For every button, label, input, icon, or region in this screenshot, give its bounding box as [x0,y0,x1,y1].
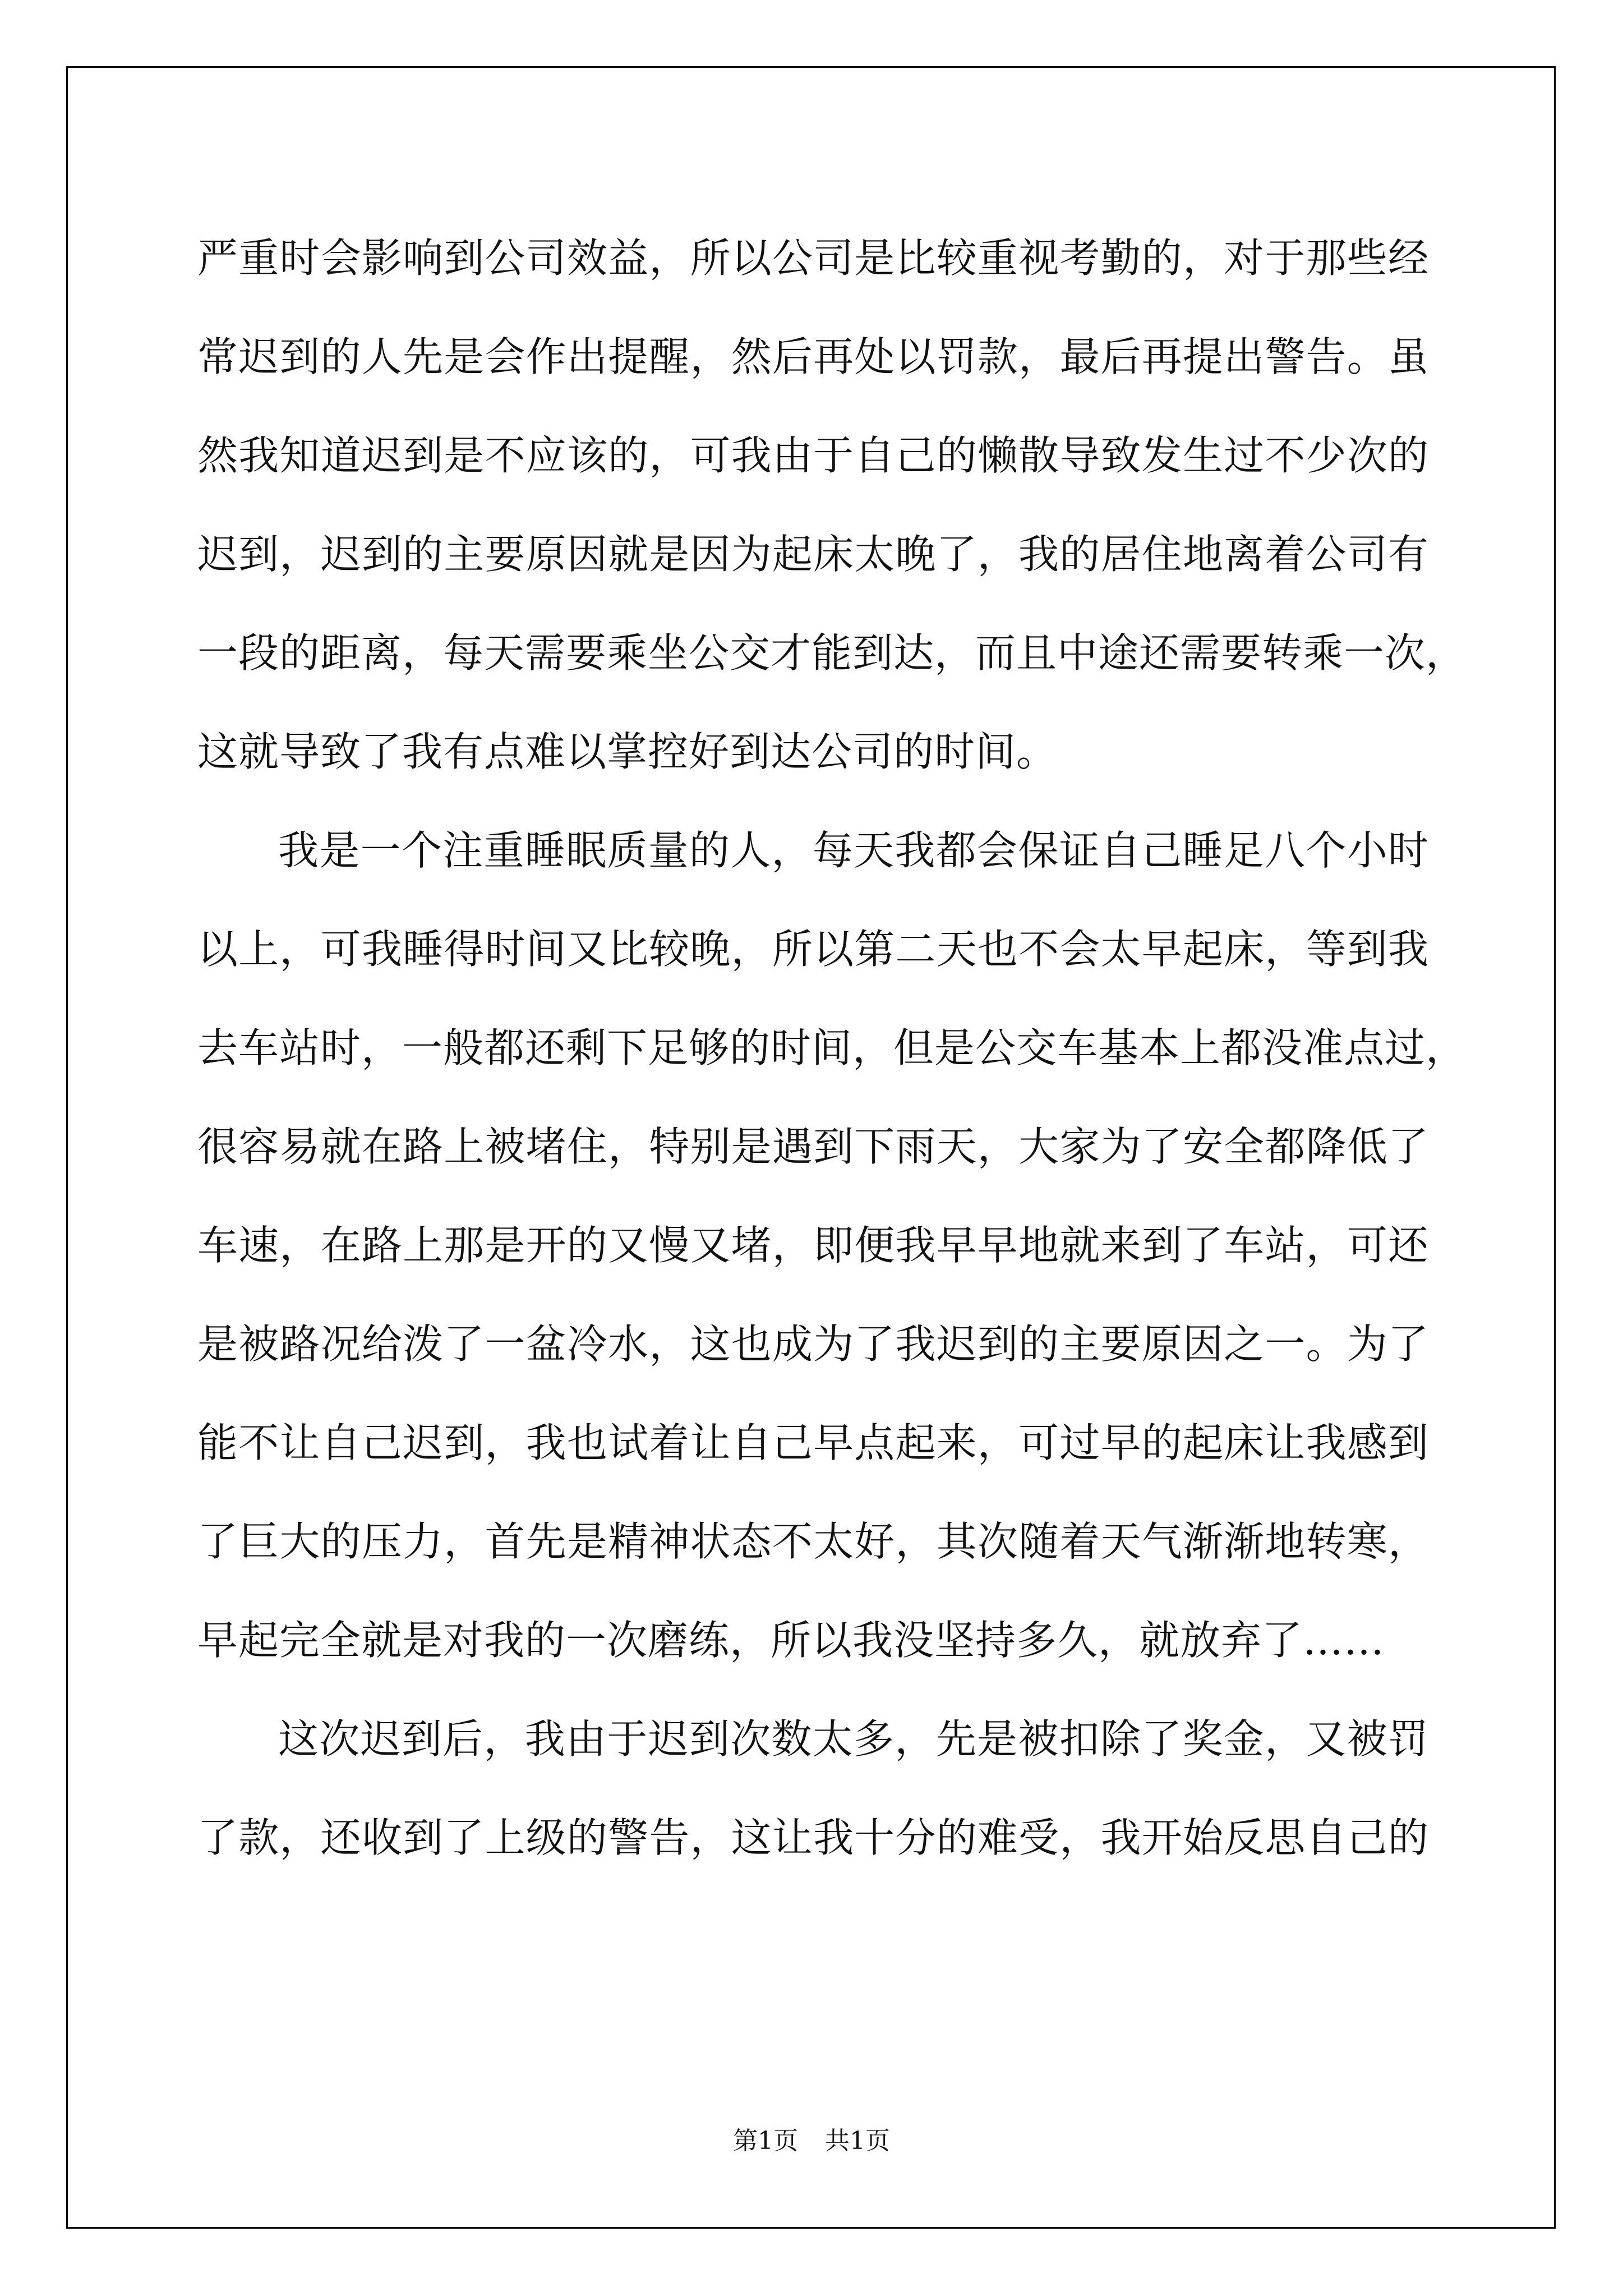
text-line: 了款，还收到了上级的警告，这让我十分的难受，我开始反思自己的 [197,1814,1429,1861]
text-line: 能不让自己迟到，我也试着让自己早点起来，可过早的起床让我感到 [197,1419,1429,1466]
text-line: 了巨大的压力，首先是精神状态不太好，其次随着天气渐渐地转寒， [197,1518,1429,1565]
text-line: 迟到，迟到的主要原因就是因为起床太晚了，我的居住地离着公司有 [197,531,1429,578]
text-line: 车速，在路上那是开的又慢又堵，即便我早早地就来到了车站，可还 [197,1222,1429,1269]
text-line: 然我知道迟到是不应该的，可我由于自己的懒散导致发生过不少次的 [197,432,1429,479]
text-line: 去车站时，一般都还剩下足够的时间，但是公交车基本上都没准点过， [197,1024,1467,1071]
page-number-total: 共1页 [825,2127,890,2155]
page-number-current: 第1页 [733,2127,798,2155]
text-line: 常迟到的人先是会作出提醒，然后再处以罚款，最后再提出警告。虽 [197,333,1429,380]
text-line: 是被路况给泼了一盆冷水，这也成为了我迟到的主要原因之一。为了 [197,1320,1429,1368]
text-line: 严重时会影响到公司效益，所以公司是比较重视考勤的，对于那些经 [197,234,1429,282]
text-line: 早起完全就是对我的一次磨练，所以我没坚持多久，就放弃了…… [197,1617,1385,1664]
page-footer [0,2120,1623,2156]
text-line: 很容易就在路上被堵住，特别是遇到下雨天，大家为了安全都降低了 [197,1123,1429,1170]
text-line: 一段的距离，每天需要乘坐公交才能到达，而且中途还需要转乘一次， [197,629,1467,677]
text-line: 这就导致了我有点难以掌控好到达公司的时间。 [197,728,1058,775]
text-line-paragraph-start: 这次迟到后，我由于迟到次数太多，先是被扣除了奖金，又被罚 [278,1715,1429,1763]
text-line-paragraph-start: 我是一个注重睡眠质量的人，每天我都会保证自己睡足八个小时 [278,827,1429,874]
text-line: 以上，可我睡得时间又比较晚，所以第二天也不会太早起床，等到我 [197,926,1429,973]
document-body [197,209,1467,1887]
